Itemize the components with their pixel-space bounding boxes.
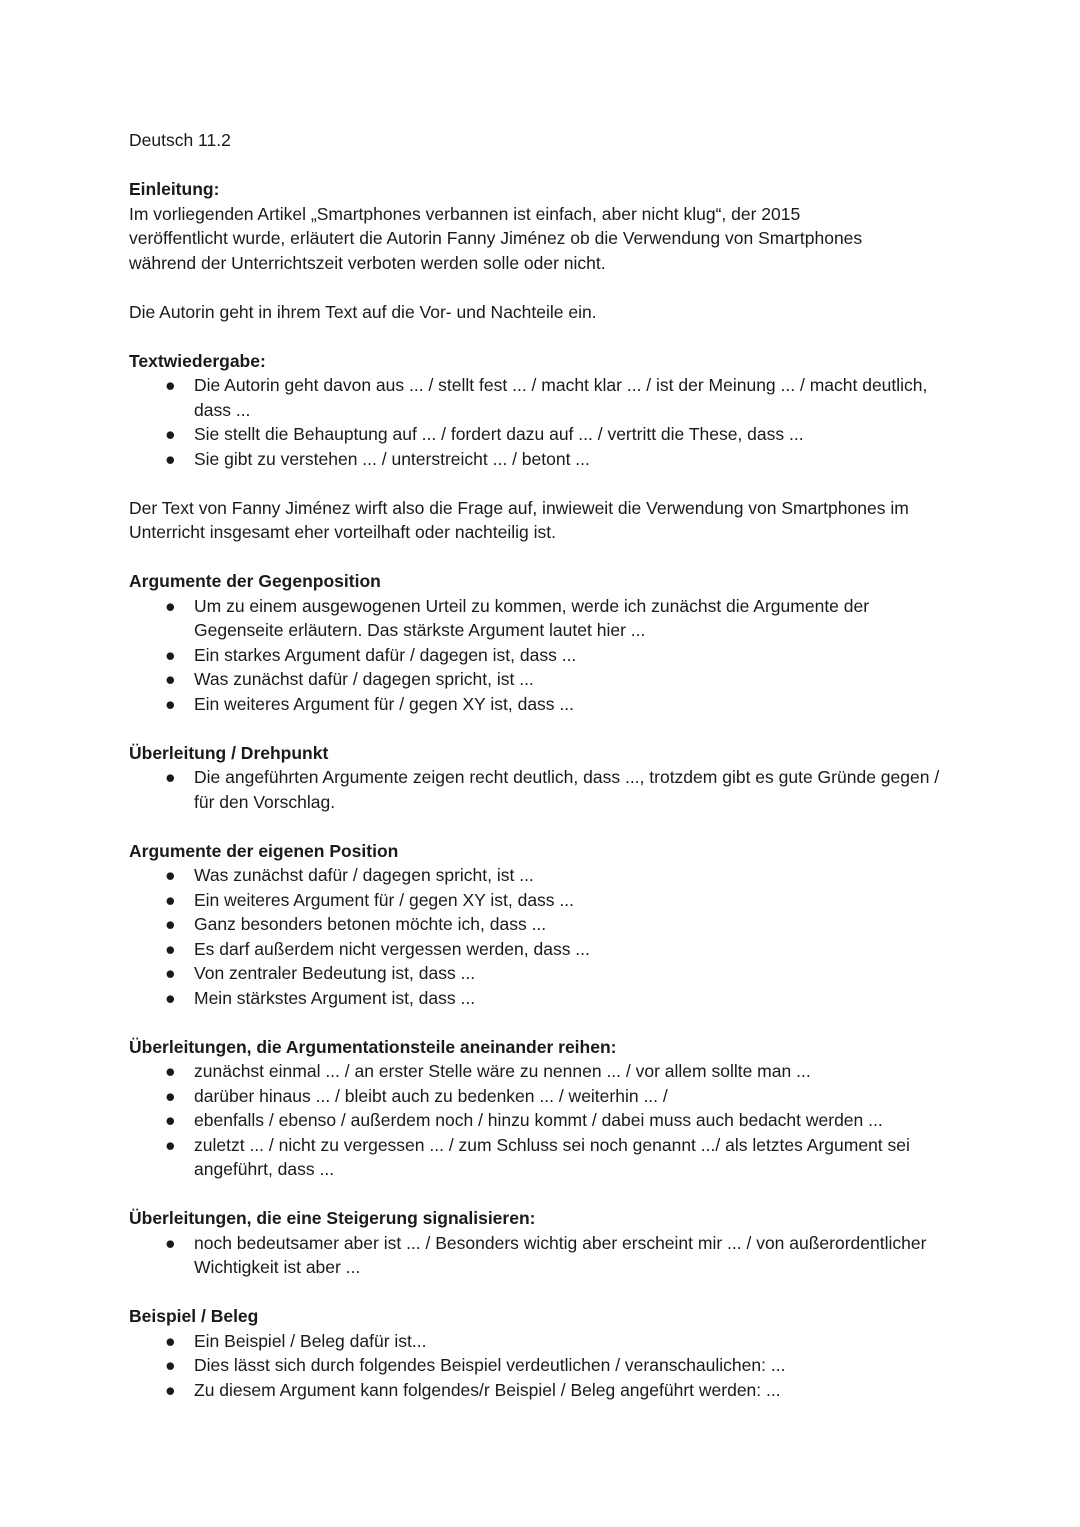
list-item: ● Mein stärkstes Argument ist, dass ... — [129, 986, 959, 1011]
list-item: ● Ein weiteres Argument für / gegen XY ist, dass ... — [129, 692, 959, 717]
list-item: ● Zu diesem Argument kann folgendes/r Beispiel / Beleg angeführt werden: ... — [129, 1378, 959, 1403]
bullet-icon: ● — [165, 865, 176, 885]
heading-eigene-position: Argumente der eigenen Position — [129, 840, 399, 861]
heading-textwiedergabe: Textwiedergabe: — [129, 350, 266, 371]
list-item: ● Um zu einem ausgewogenen Urteil zu kommen, werde ich zunächst die Argumente der Gegenseite erläutern. Das stärkste Argument lautet hier ... — [165, 595, 870, 640]
einleitung-line-2: veröffentlicht wurde, erläutert die Autorin Fanny Jiménez ob die Verwendung von Smartphones — [129, 228, 863, 248]
list-textwiedergabe — [129, 373, 959, 471]
list-item: ● Dies lässt sich durch folgendes Beispiel verdeutlichen / veranschaulichen: ... — [129, 1353, 959, 1378]
einleitung-line-3: während der Unterrichtszeit verboten werden solle oder nicht. — [129, 252, 606, 273]
bullet-icon: ● — [165, 1061, 176, 1081]
list-eigene-position — [129, 863, 959, 1010]
list-item: ● Ein starkes Argument dafür / dagegen ist, dass ... — [129, 643, 959, 668]
bullet-icon: ● — [165, 424, 176, 444]
list-item: ● Was zunächst dafür / dagegen spricht, ist ... — [129, 863, 959, 888]
heading-einleitung: Einleitung: — [129, 179, 220, 199]
bullet-icon: ● — [165, 963, 176, 983]
list-item: ● Sie stellt die Behauptung auf ... / fordert dazu auf ... / vertritt die These, dass ... — [129, 422, 959, 447]
heading-ueberleitungen-reihen: Überleitungen, die Argumentationsteile aneinander reihen: — [129, 1036, 617, 1057]
document-title: Deutsch 11.2 — [129, 130, 231, 150]
bullet-icon: ● — [165, 693, 176, 714]
bullet-icon: ● — [165, 1085, 176, 1106]
document-page — [129, 128, 959, 1402]
list-item: ● Ganz besonders betonen möchte ich, dass ... — [129, 912, 959, 937]
bullet-icon: ● — [165, 644, 176, 665]
list-ueberleitungen-reihen — [129, 1059, 959, 1182]
bullet-icon: ● — [165, 375, 176, 395]
list-item: ● noch bedeutsamer aber ist ... / Besonders wichtig aber erscheint mir ... / von außerordentlicher Wichtigkeit ist aber ... — [165, 1232, 927, 1277]
einleitung-line-1: Im vorliegenden Artikel „Smartphones verbannen ist einfach, aber nicht klug“, der 2015 — [129, 203, 801, 224]
bullet-icon: ● — [165, 595, 176, 616]
list-item: ● zunächst einmal ... / an erster Stelle wäre zu nennen ... / vor allem sollte man ... — [129, 1059, 959, 1084]
list-item: ● Die Autorin geht davon aus ... / stellt fest ... / macht klar ... / ist der Meinung ... / macht deutlich, dass ... — [165, 375, 928, 420]
bullet-icon: ● — [165, 987, 176, 1008]
list-item: ● Von zentraler Bedeutung ist, dass ... — [129, 961, 959, 986]
bullet-icon: ● — [165, 1232, 176, 1253]
textwiedergabe-paragraph: Der Text von Fanny Jiménez wirft also die Frage auf, inwieweit die Verwendung von Smartphones im Unterricht insgesamt eher vorteilhaft oder nachteilig ist. — [129, 497, 909, 542]
list-item: ● ebenfalls / ebenso / außerdem noch / hinzu kommt / dabei muss auch bedacht werden ... — [129, 1108, 959, 1133]
heading-ueberleitung: Überleitung / Drehpunkt — [129, 742, 329, 763]
heading-beispiel: Beispiel / Beleg — [129, 1306, 259, 1326]
list-item: ● darüber hinaus ... / bleibt auch zu bedenken ... / weiterhin ... / — [129, 1084, 959, 1109]
heading-gegenposition: Argumente der Gegenposition — [129, 571, 381, 591]
bullet-icon: ● — [165, 1379, 176, 1400]
list-item: ● Ein weiteres Argument für / gegen XY ist, dass ... — [129, 888, 959, 913]
bullet-icon: ● — [165, 1330, 176, 1351]
list-item: ● Ein Beispiel / Beleg dafür ist... — [129, 1329, 959, 1354]
bullet-icon: ● — [165, 1355, 176, 1375]
bullet-icon: ● — [165, 448, 176, 469]
bullet-icon: ● — [165, 914, 176, 934]
bullet-icon: ● — [165, 1134, 176, 1155]
list-item: ● Die angeführten Argumente zeigen recht deutlich, dass ..., trotzdem gibt es gute Gründe gegen / für den Vorschlag. — [165, 767, 940, 812]
bullet-icon: ● — [165, 669, 176, 689]
bullet-icon: ● — [165, 767, 176, 787]
list-ueberleitung — [129, 765, 959, 814]
list-gegenposition — [129, 594, 959, 717]
einleitung-paragraph-2: Die Autorin geht in ihrem Text auf die Vor- und Nachteile ein. — [129, 301, 597, 322]
list-beispiel — [129, 1329, 959, 1403]
list-item: ● zuletzt ... / nicht zu vergessen ... / zum Schluss sei noch genannt .../ als letztes Argument sei angeführt, dass ... — [165, 1134, 910, 1179]
heading-steigerung: Überleitungen, die eine Steigerung signalisieren: — [129, 1208, 536, 1228]
list-item: ● Es darf außerdem nicht vergessen werden, dass ... — [129, 937, 959, 962]
list-item: ● Was zunächst dafür / dagegen spricht, ist ... — [129, 667, 959, 692]
list-steigerung — [129, 1231, 959, 1280]
bullet-icon: ● — [165, 938, 176, 959]
bullet-icon: ● — [165, 889, 176, 910]
bullet-icon: ● — [165, 1110, 176, 1130]
list-item: ● Sie gibt zu verstehen ... / unterstreicht ... / betont ... — [129, 447, 959, 472]
